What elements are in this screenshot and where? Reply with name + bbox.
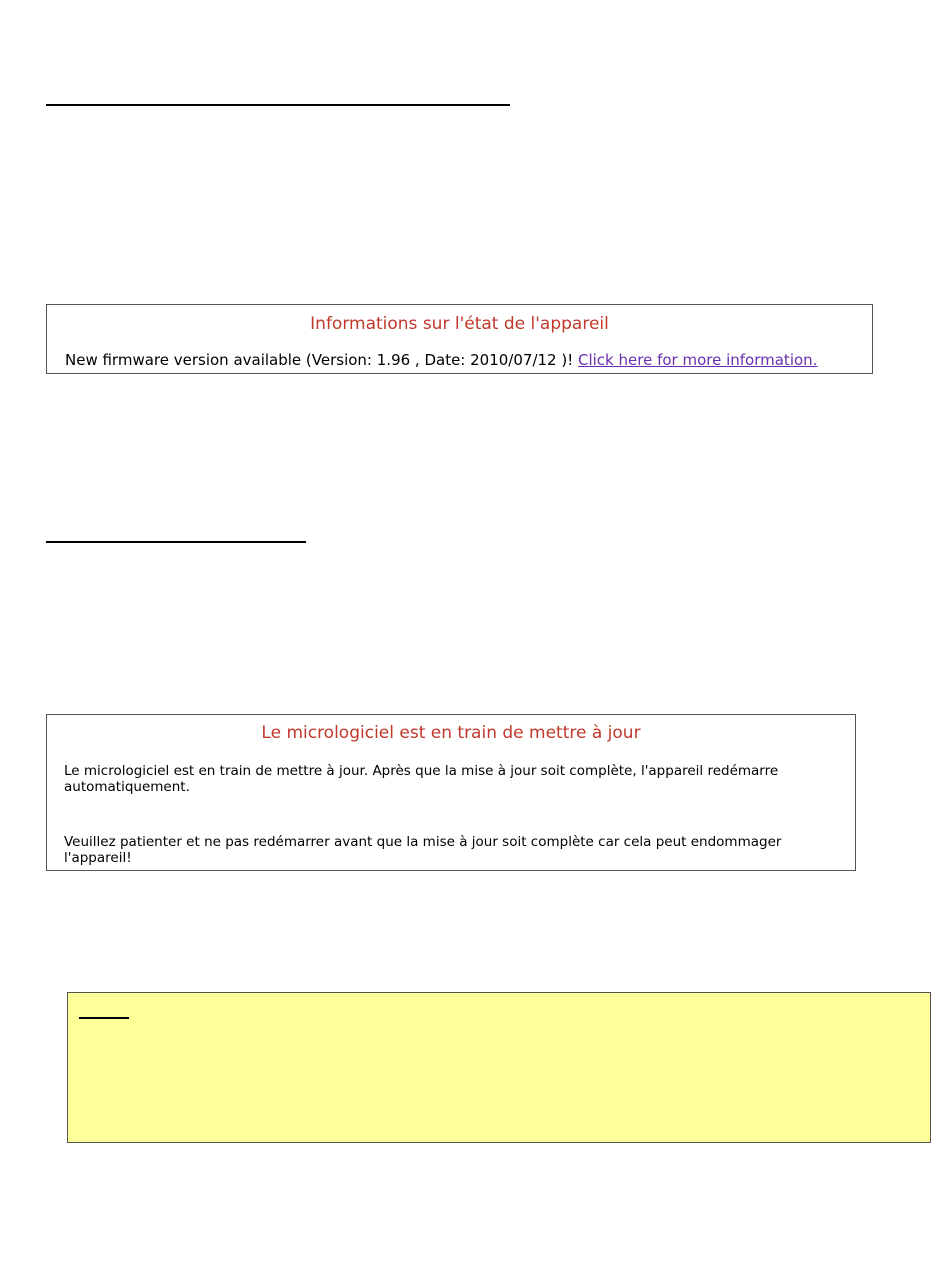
section-divider: [46, 104, 510, 106]
device-status-title: Informations sur l'état de l'appareil: [310, 314, 609, 334]
firmware-update-panel: [46, 714, 856, 871]
firmware-notice: [65, 351, 817, 369]
update-progress-text: Le micrologiciel est en train de mettre à jour. Après que la mise à jour soit complète, l'appareil redémarre automatiquement.: [64, 763, 779, 795]
more-information-link[interactable]: Click here for more information.: [578, 351, 818, 369]
note-box: [67, 992, 931, 1143]
note-heading-rule: [79, 1017, 129, 1019]
firmware-notice-text: New firmware version available (Version: 1.96 , Date: 2010/07/12 )!: [65, 351, 578, 369]
section-divider: [46, 541, 306, 543]
update-warning-text: Veuillez patienter et ne pas redémarrer avant que la mise à jour soit complète car cela peut endommager l'appareil!: [64, 834, 782, 866]
firmware-update-title: Le micrologiciel est en train de mettre à jour: [261, 723, 641, 743]
device-status-panel: [46, 304, 873, 374]
